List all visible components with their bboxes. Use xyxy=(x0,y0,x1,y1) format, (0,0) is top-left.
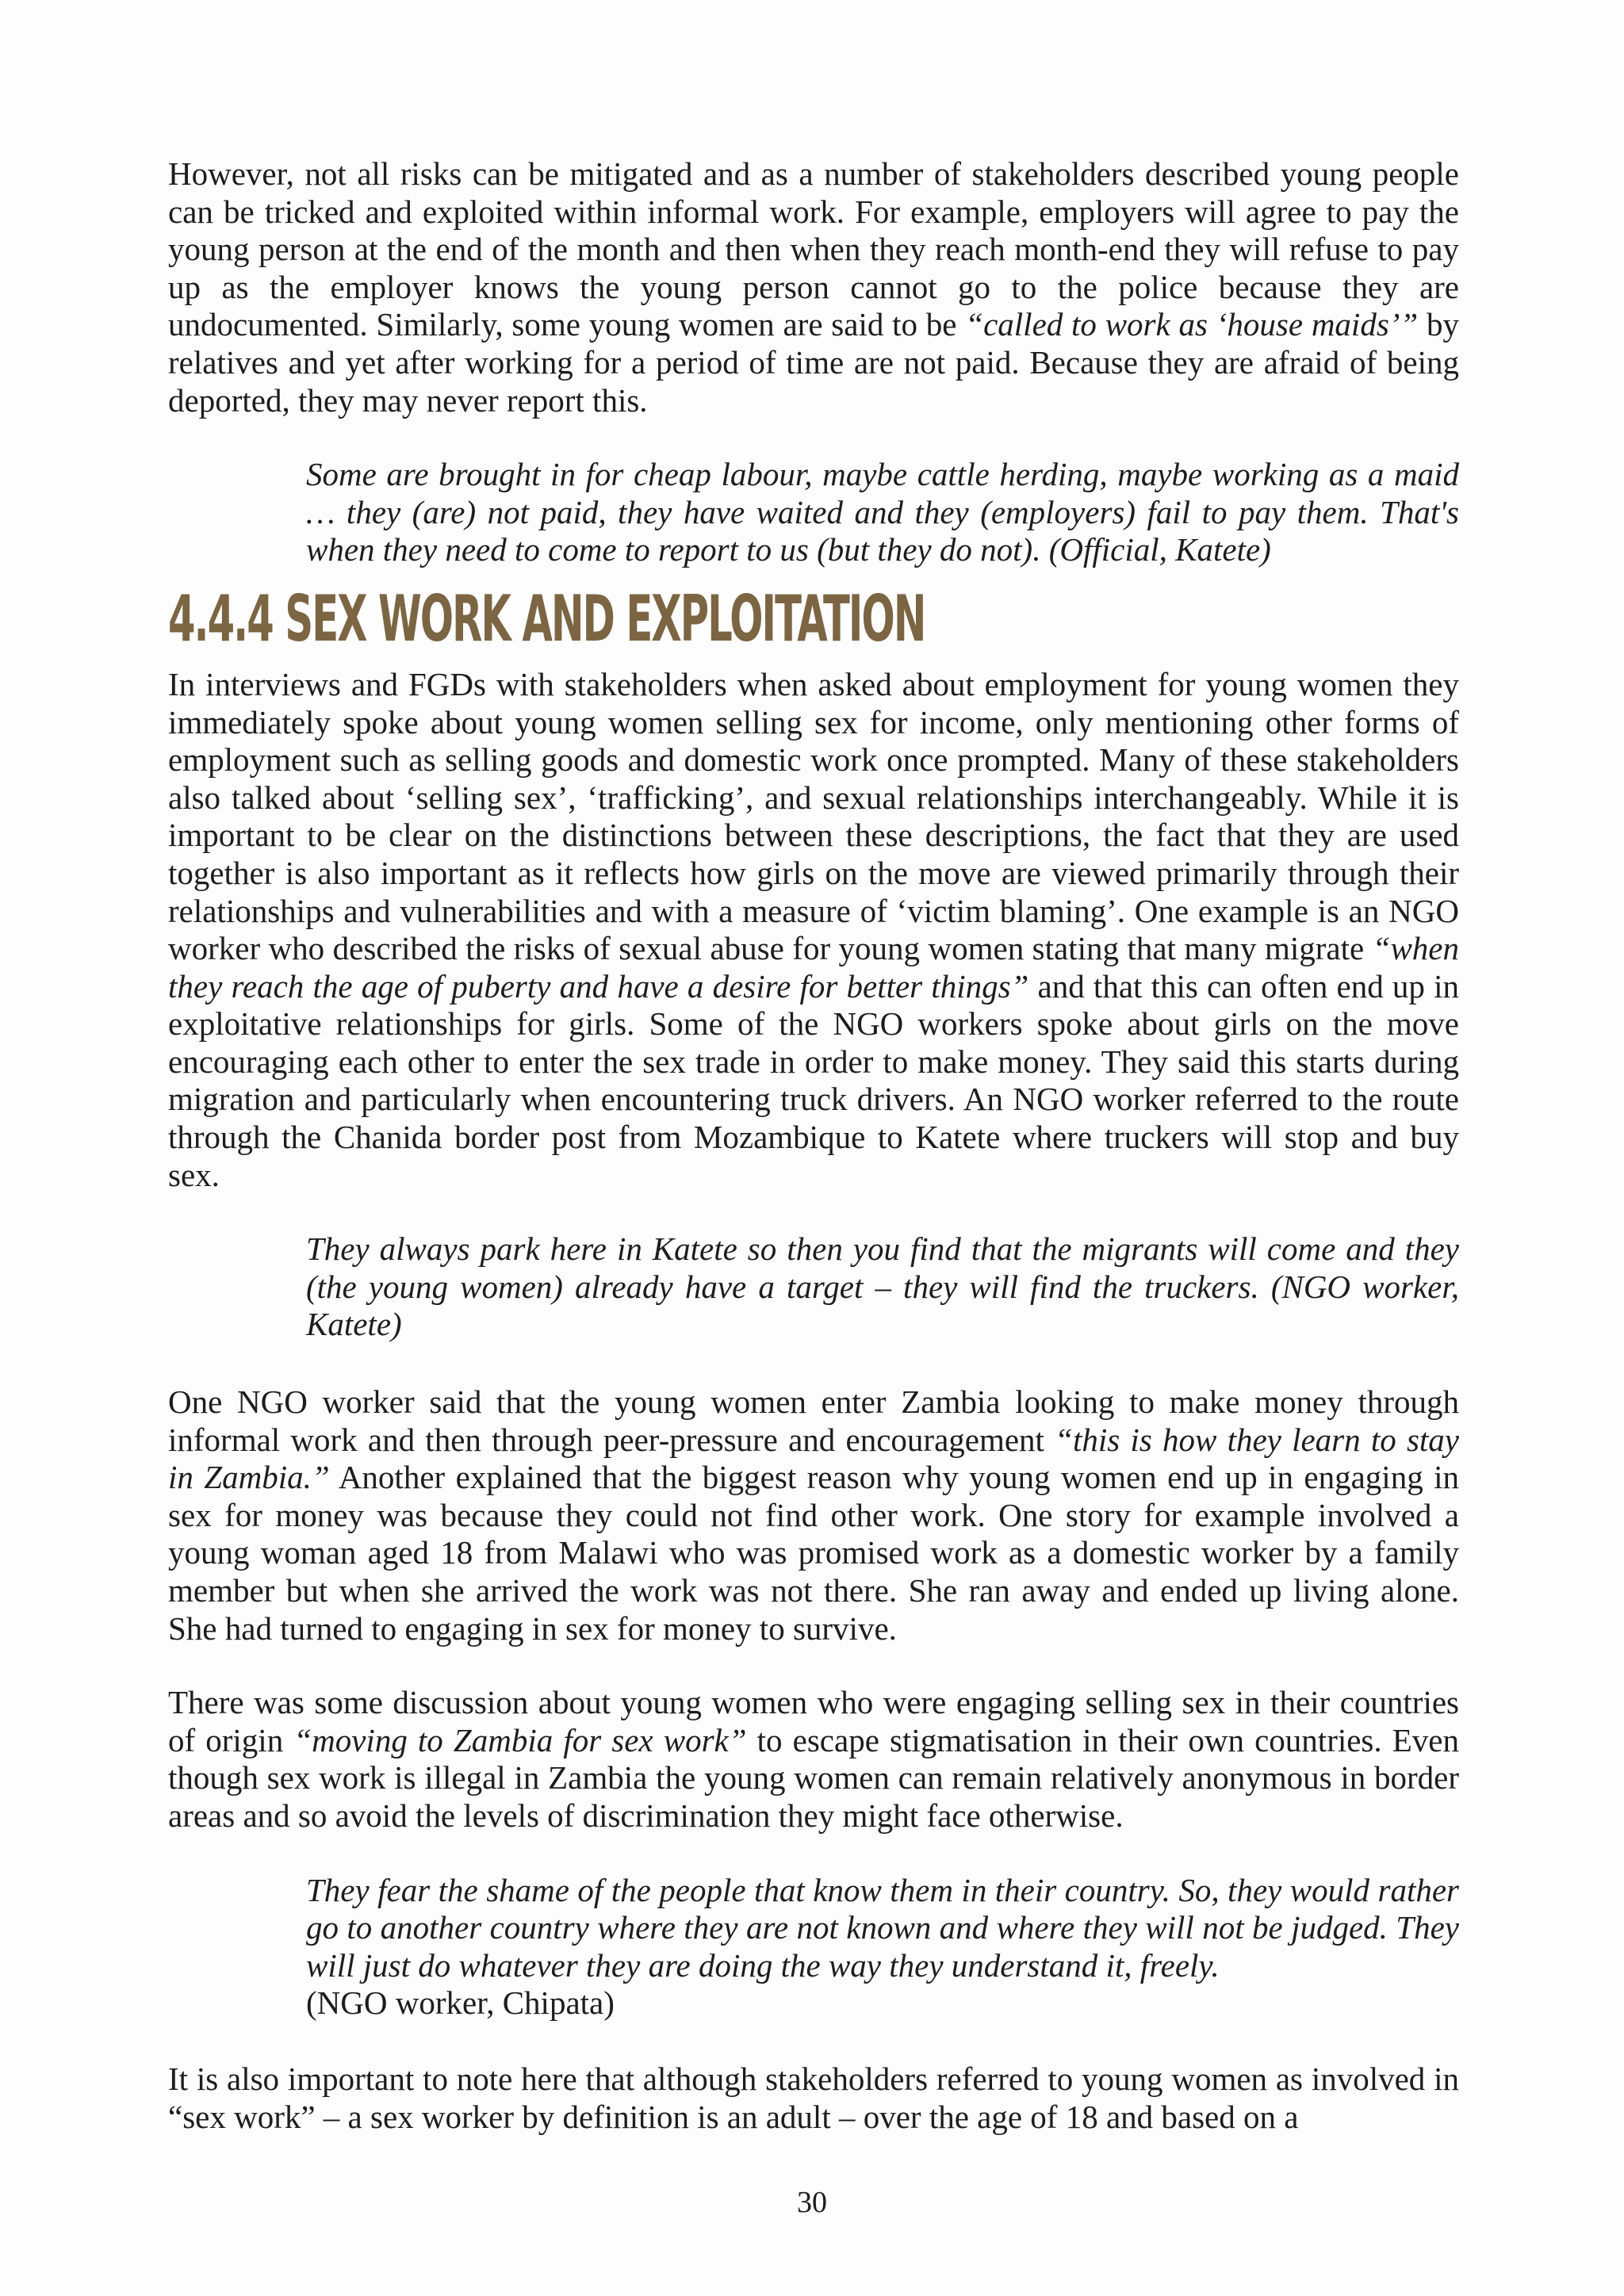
document-page xyxy=(168,155,1459,2136)
quote-text: They fear the shame of the people that know them in their country. So, they would rather go to another country where they are not known and where they will not be judged. They will just do whatever they are doing the way they understand it, freely. xyxy=(306,1871,1459,1984)
paragraph-text: However, not all risks can be mitigated and as a number of stakeholders described young people can be tricked and exploited within informal work. For example, employers will agree to pay the young person at the end of the month and then when they reach month-end they will refuse to pay up as the employer knows the young person cannot go to the police because they are undocumented. Similarly, some young women are said to be xyxy=(168,155,1459,343)
block-quote-ngo-chipata xyxy=(306,1872,1459,2022)
paragraph-sex-work-definition: It is also important to note here that although stakeholders referred to young women as involved in “sex work” – a sex worker by definition is an adult – over the age of 18 and based on a xyxy=(168,2060,1459,2135)
block-quote-official-katete: Some are brought in for cheap labour, maybe cattle herding, maybe working as a maid … they (are) not paid, they have waited and they (employers) fail to pay them. That's when they need to come to report to us (but they do not). (Official, Katete) xyxy=(306,456,1459,568)
paragraph-text: In interviews and FGDs with stakeholders when asked about employment for young women they immediately spoke about young women selling sex for income, only mentioning other forms of employment such as selling goods and domestic work once prompted. Many of these stakeholders also talked about ‘selling sex’, ‘trafficking’, and sexual relationships interchangeably. While it is important to be clear on the distinctions between these descriptions, the fact that they are used together is also important as it reflects how girls on the move are viewed primarily through their relationships and vulnerabilities and with a measure of ‘victim blaming’. One example is an NGO worker who described the risks of sexual abuse for young women stating that many migrate xyxy=(168,665,1459,967)
paragraph-text: to escape stigmatisation in their own countries. Even though sex work is illegal in Zambia the young women can remain relatively anonymous in border areas and so avoid the levels of discrimination they might face otherwise. xyxy=(168,1721,1459,1834)
page-number: 30 xyxy=(797,2186,827,2219)
section-heading: 4.4.4 SEX WORK AND EXPLOITATION xyxy=(168,581,925,656)
inline-quote: “when they reach the age of puberty and have a desire for better things” xyxy=(168,930,1459,1004)
paragraph-informal-work-risks xyxy=(168,155,1459,419)
paragraph-text: and that this can often end up in exploitative relationships for girls. Some of the NGO workers spoke about girls on the move encouraging each other to enter the sex trade in order to make money. They said this starts during migration and particularly when encountering truck drivers. An NGO worker referred to the route through the Chanida border post from Mozambique to Katete where truckers will stop and buy sex. xyxy=(168,967,1459,1193)
paragraph-stakeholder-interviews xyxy=(168,666,1459,1194)
paragraph-text: There was some discussion about young women who were engaging selling sex in their countries of origin xyxy=(168,1684,1459,1758)
inline-quote: “this is how they learn to stay in Zambia.” xyxy=(168,1421,1460,1496)
paragraph-text: Another explained that the biggest reason why young women end up in engaging in sex for money was because they could not find other work. One story for example involved a young woman aged 18 from Malawi who was promised work as a domestic worker by a family member but when she arrived the work was not there. She ran away and ended up living alone. She had turned to engaging in sex for money to survive. xyxy=(168,1459,1460,1647)
inline-quote: “called to work as ‘house maids’” xyxy=(965,306,1419,343)
paragraph-peer-pressure xyxy=(168,1383,1459,1647)
quote-source: (NGO worker, Chipata) xyxy=(306,1984,615,2022)
block-quote-ngo-katete: They always park here in Katete so then you find that the migrants will come and they (the young women) already have a target – they will find the truckers. (NGO worker, Katete) xyxy=(306,1230,1459,1343)
paragraph-text: by relatives and yet after working for a period of time are not paid. Because they are afraid of being deported, they may never report this. xyxy=(168,306,1460,419)
inline-quote: “moving to Zambia for sex work” xyxy=(293,1721,747,1758)
paragraph-stigmatisation xyxy=(168,1684,1459,1835)
paragraph-text: One NGO worker said that the young women enter Zambia looking to make money through informal work and then through peer-pressure and encouragement xyxy=(168,1383,1459,1458)
